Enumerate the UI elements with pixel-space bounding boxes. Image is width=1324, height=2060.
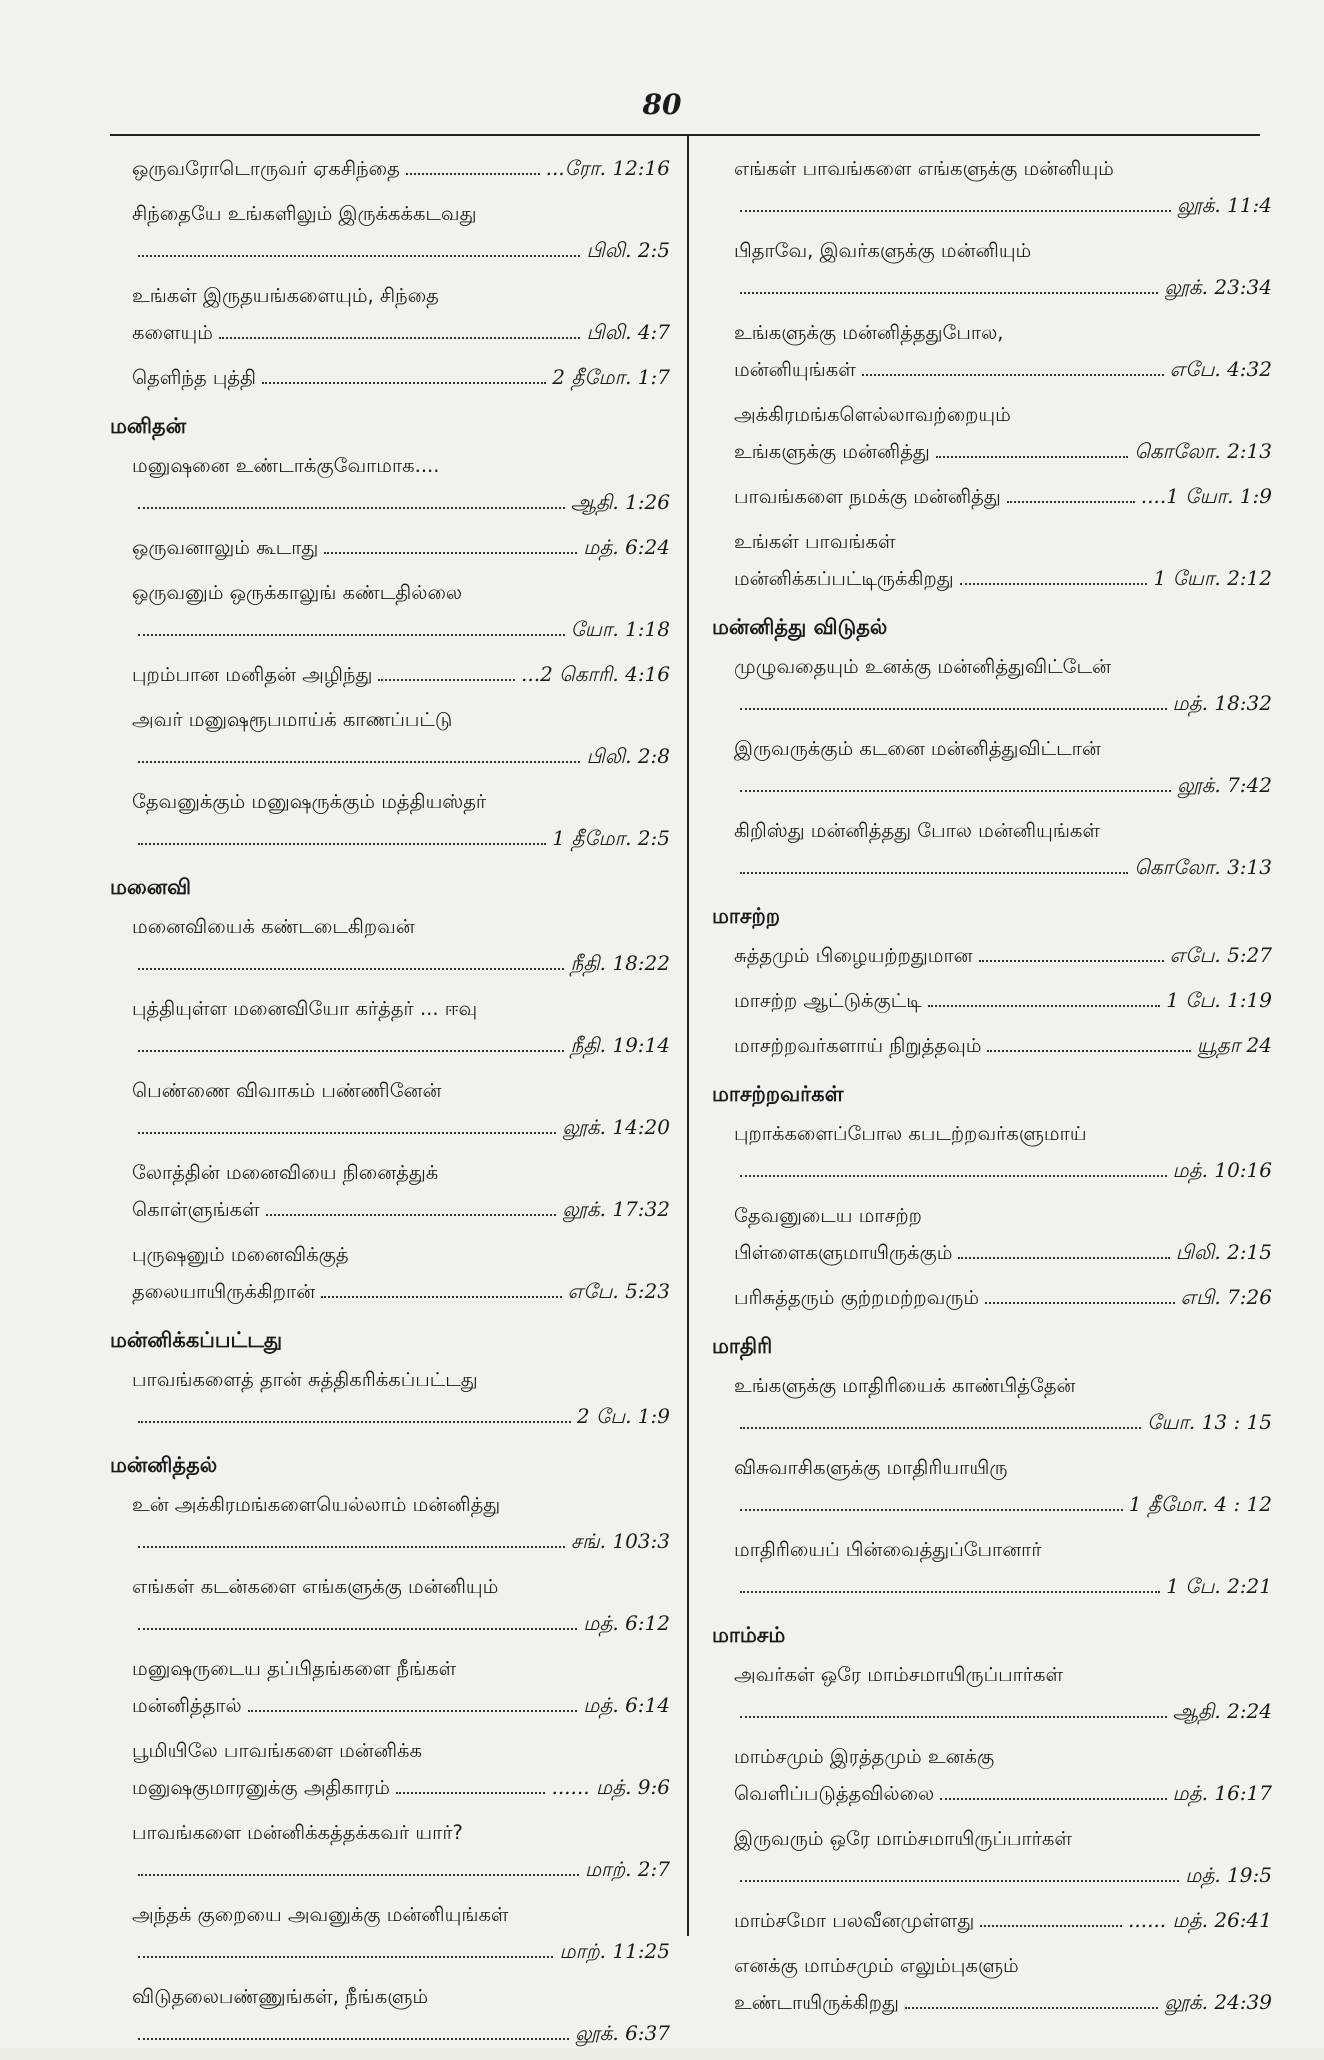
- verse-text: உங்களுக்கு மன்னித்ததுபோல,: [734, 321, 1004, 344]
- reference-line: [734, 767, 1272, 804]
- verse-entry: [110, 1732, 670, 1806]
- verse-text-continued: மன்னிக்கப்பட்டிருக்கிறது: [734, 567, 954, 590]
- reference-line: [132, 359, 670, 396]
- dot-leader: [138, 1874, 579, 1876]
- reference-line: [734, 685, 1272, 722]
- verse-text: பாவங்களை மன்னிக்கத்தக்கவர் யார்?: [132, 1821, 463, 1844]
- verse-entry: [712, 1656, 1272, 1730]
- section-heading: மன்னித்து விடுதல்: [712, 615, 888, 639]
- right-column: [712, 150, 1272, 2029]
- dot-leader: [987, 1050, 1190, 1052]
- reference-line: [734, 982, 1272, 1019]
- verse-reference: மத். 10:16: [1172, 1158, 1272, 1182]
- reference-line: [132, 314, 670, 351]
- verse-text: ஒருவனும் ஒருக்காலுங் கண்டதில்லை: [132, 581, 463, 604]
- verse-reference: மாற். 2:7: [584, 1857, 670, 1881]
- dot-leader: [740, 872, 1128, 874]
- verse-reference: 1 பே. 1:19: [1166, 988, 1272, 1012]
- reference-line: [132, 945, 670, 982]
- verse-reference: மத். 6:12: [583, 1611, 670, 1635]
- verse-text: ஒருவனாலும் கூடாது: [132, 536, 319, 559]
- verse-reference: கொலோ. 2:13: [1134, 439, 1272, 463]
- dot-leader: [740, 210, 1171, 212]
- dot-leader: [740, 1716, 1167, 1718]
- verse-text: லோத்தின் மனைவியை நினைத்துக்: [132, 1161, 439, 1184]
- verse-entry: [712, 812, 1272, 886]
- dot-leader: [138, 968, 564, 970]
- verse-text: அக்கிரமங்களெல்லாவற்றையும்: [734, 403, 1011, 426]
- dot-leader: [321, 1296, 562, 1298]
- dot-leader: [905, 2007, 1158, 2009]
- verse-entry: [110, 1568, 670, 1642]
- verse-reference: லூக். 7:42: [1177, 773, 1272, 797]
- dot-leader: [262, 382, 546, 384]
- verse-reference: கொலோ. 3:13: [1134, 855, 1272, 879]
- verse-reference: ஆதி. 2:24: [1172, 1699, 1272, 1723]
- verse-text: அவர் மனுஷரூபமாய்க் காணப்பட்டு: [132, 708, 453, 731]
- section-heading: மன்னிக்கப்பட்டது: [110, 1328, 283, 1352]
- verse-entry: [110, 150, 670, 187]
- dot-leader: [138, 1050, 564, 1052]
- verse-text: மாம்சமும் இரத்தமும் உனக்கு: [734, 1745, 995, 1768]
- reference-line: [132, 1027, 670, 1064]
- reference-line: [132, 2015, 670, 2052]
- dot-leader: [979, 960, 1164, 962]
- dot-leader: [958, 1257, 1169, 1259]
- verse-text: பிதாவே, இவர்களுக்கு மன்னியும்: [734, 239, 1032, 262]
- verse-entry: [712, 232, 1272, 306]
- verse-text: பெண்ணை விவாகம் பண்ணினேன்: [132, 1079, 442, 1102]
- verse-text: ஒருவரோடொருவர் ஏகசிந்தை: [132, 157, 400, 180]
- verse-text: மாதிரியைப் பின்வைத்துப்போனார்: [734, 1538, 1042, 1561]
- dot-leader: [940, 1798, 1166, 1800]
- reference-line: [132, 1523, 670, 1560]
- reference-line: [734, 478, 1272, 515]
- verse-entry: [712, 1197, 1272, 1271]
- verse-reference: ஆதி. 1:26: [570, 490, 670, 514]
- reference-line: [734, 1486, 1272, 1523]
- reference-line: [734, 1984, 1272, 2021]
- verse-text-continued: வெளிப்படுத்தவில்லை: [734, 1782, 935, 1805]
- verse-text: சுத்தமும் பிழையற்றதுமான: [734, 944, 973, 967]
- section-heading: மன்னித்தல்: [110, 1453, 218, 1477]
- verse-reference: மத். 6:24: [583, 535, 670, 559]
- verse-reference: மத். 16:17: [1172, 1781, 1272, 1805]
- verse-text: மாசற்றவர்களாய் நிறுத்தவும்: [734, 1034, 982, 1057]
- verse-text-continued: தலையாயிருக்கிறான்: [132, 1280, 316, 1303]
- verse-reference: பிலி. 2:15: [1175, 1240, 1272, 1264]
- verse-reference: யூதா 24: [1196, 1033, 1272, 1057]
- verse-text: உங்கள் இருதயங்களையும், சிந்தை: [132, 284, 439, 307]
- dot-leader: [219, 337, 581, 339]
- verse-text: இருவருக்கும் கடனை மன்னித்துவிட்டான்: [734, 737, 1101, 760]
- dot-leader: [396, 1792, 546, 1794]
- verse-text: பூமியிலே பாவங்களை மன்னிக்க: [132, 1739, 422, 1762]
- verse-reference: லூக். 17:32: [562, 1197, 670, 1221]
- dot-leader: [138, 761, 580, 763]
- verse-reference: எபே. 5:27: [1169, 943, 1272, 967]
- verse-text: உங்களுக்கு மாதிரியைக் காண்பித்தேன்: [734, 1374, 1076, 1397]
- verse-entry: [110, 529, 670, 566]
- verse-reference: மத். 18:32: [1172, 691, 1272, 715]
- dot-leader: [740, 1591, 1160, 1593]
- reference-line: [734, 1775, 1272, 1812]
- dot-leader: [740, 1880, 1179, 1882]
- verse-reference: ...... மத். 26:41: [1128, 1908, 1272, 1932]
- left-column: [110, 150, 670, 2060]
- verse-reference: லூக். 6:37: [575, 2021, 670, 2045]
- dot-leader: [378, 679, 515, 681]
- verse-entry: [712, 1027, 1272, 1064]
- verse-text: புறம்பான மனிதன் அழிந்து: [132, 663, 373, 686]
- reference-line: [132, 1769, 670, 1806]
- reference-line: [132, 1851, 670, 1888]
- reference-line: [734, 1568, 1272, 1605]
- verse-entry: [110, 1978, 670, 2052]
- verse-reference: லூக். 24:39: [1164, 1990, 1272, 2014]
- dot-leader: [138, 255, 580, 257]
- verse-text: தேவனுக்கும் மனுஷருக்கும் மத்தியஸ்தர்: [132, 790, 487, 813]
- verse-entry: [712, 523, 1272, 597]
- verse-reference: லூக். 23:34: [1164, 275, 1272, 299]
- reference-line: [734, 1027, 1272, 1064]
- verse-entry: [110, 1361, 670, 1435]
- reference-line: [734, 433, 1272, 470]
- verse-text: கிறிஸ்து மன்னித்தது போல மன்னியுங்கள்: [734, 819, 1100, 842]
- verse-text: மனுஷருடைய தப்பிதங்களை நீங்கள்: [132, 1657, 457, 1680]
- dot-leader: [138, 843, 546, 845]
- verse-text: தேவனுடைய மாசற்ற: [734, 1204, 922, 1227]
- verse-reference: 1 தீமோ. 2:5: [552, 826, 670, 850]
- reference-line: [132, 820, 670, 857]
- verse-entry: [110, 656, 670, 693]
- verse-reference: நீதி. 19:14: [570, 1033, 670, 1057]
- reference-line: [734, 937, 1272, 974]
- verse-reference: நீதி. 18:22: [570, 951, 670, 975]
- reference-line: [132, 611, 670, 648]
- verse-text-continued: உங்களுக்கு மன்னித்து: [734, 440, 930, 463]
- dot-leader: [980, 1925, 1122, 1927]
- dot-leader: [740, 1509, 1123, 1511]
- verse-reference: 1 யோ. 2:12: [1153, 566, 1272, 590]
- verse-text: மனுஷனை உண்டாக்குவோமாக....: [132, 454, 440, 477]
- dot-leader: [138, 507, 565, 509]
- verse-text-continued: உண்டாயிருக்கிறது: [734, 1991, 899, 2014]
- verse-text: மாசற்ற ஆட்டுக்குட்டி: [734, 989, 922, 1012]
- reference-line: [132, 1191, 670, 1228]
- verse-reference: ...... மத். 9:6: [551, 1775, 670, 1799]
- section-heading: மனிதன்: [110, 414, 187, 438]
- verse-text: மாம்சமோ பலவீனமுள்ளது: [734, 1909, 975, 1932]
- reference-line: [734, 1234, 1272, 1271]
- verse-text: புறாக்களைப்போல கபடற்றவர்களுமாய்: [734, 1122, 1087, 1145]
- verse-entry: [712, 937, 1272, 974]
- verse-entry: [712, 1902, 1272, 1939]
- verse-reference: யோ. 1:18: [570, 617, 670, 641]
- verse-reference: யோ. 13 : 15: [1147, 1410, 1272, 1434]
- dot-leader: [740, 1175, 1167, 1177]
- verse-text: எங்கள் பாவங்களை எங்களுக்கு மன்னியும்: [734, 157, 1114, 180]
- verse-text: அவர்கள் ஒரே மாம்சமாயிருப்பார்கள்: [734, 1663, 1064, 1686]
- reference-line: [734, 269, 1272, 306]
- dot-leader: [740, 708, 1167, 710]
- header-rule: [110, 134, 1260, 136]
- reference-line: [132, 150, 670, 187]
- reference-line: [734, 1902, 1272, 1939]
- dot-leader: [740, 790, 1171, 792]
- reference-line: [734, 1857, 1272, 1894]
- verse-text: புத்தியுள்ள மனைவியோ கர்த்தர் ... ஈவு: [132, 997, 478, 1020]
- verse-entry: [712, 1947, 1272, 2021]
- verse-text: பாவங்களைத் தான் சுத்திகரிக்கப்பட்டது: [132, 1368, 478, 1391]
- dot-leader: [324, 552, 577, 554]
- verse-entry: [712, 1738, 1272, 1812]
- dot-leader: [138, 2038, 569, 2040]
- verse-reference: 2 தீமோ. 1:7: [552, 365, 670, 389]
- verse-text-continued: கொள்ளுங்கள்: [132, 1198, 260, 1221]
- verse-entry: [712, 730, 1272, 804]
- verse-entry: [712, 150, 1272, 224]
- verse-reference: மத். 6:14: [583, 1693, 670, 1717]
- verse-reference: ...2 கொரி. 4:16: [521, 662, 670, 686]
- dot-leader: [138, 634, 565, 636]
- dot-leader: [406, 173, 540, 175]
- verse-text: சிந்தையே உங்களிலும் இருக்கக்கடவது: [132, 202, 477, 225]
- reference-line: [734, 187, 1272, 224]
- verse-reference: லூக். 14:20: [562, 1115, 670, 1139]
- dot-leader: [138, 1546, 565, 1548]
- verse-reference: 2 பே. 1:9: [576, 1404, 670, 1428]
- reference-line: [132, 738, 670, 775]
- verse-entry: [110, 195, 670, 269]
- verse-text: பரிசுத்தரும் குற்றமற்றவரும்: [734, 1286, 980, 1309]
- verse-entry: [712, 1820, 1272, 1894]
- reference-line: [132, 1933, 670, 1970]
- verse-entry: [110, 1896, 670, 1970]
- verse-entry: [110, 908, 670, 982]
- dot-leader: [960, 583, 1148, 585]
- verse-text: புருஷனும் மனைவிக்குத்: [132, 1243, 349, 1266]
- verse-entry: [110, 277, 670, 351]
- verse-reference: மத். 19:5: [1185, 1863, 1272, 1887]
- verse-entry: [712, 982, 1272, 1019]
- verse-reference: எபே. 5:23: [567, 1279, 670, 1303]
- verse-reference: பிலி. 2:5: [586, 238, 670, 262]
- verse-entry: [110, 701, 670, 775]
- verse-entry: [110, 1650, 670, 1724]
- section-heading: மாசற்றவர்கள்: [712, 1082, 844, 1106]
- dot-leader: [138, 1628, 577, 1630]
- verse-entry: [110, 1236, 670, 1310]
- verse-entry: [110, 1072, 670, 1146]
- verse-text: விடுதலைபண்ணுங்கள், நீங்களும்: [132, 1985, 429, 2008]
- reference-line: [132, 529, 670, 566]
- verse-entry: [712, 478, 1272, 515]
- section-heading: மாம்சம்: [712, 1623, 786, 1647]
- verse-entry: [712, 1115, 1272, 1189]
- dot-leader: [740, 292, 1158, 294]
- verse-text-continued: மன்னியுங்கள்: [734, 358, 856, 381]
- verse-reference: எபி. 7:26: [1180, 1285, 1272, 1309]
- reference-line: [132, 1605, 670, 1642]
- reference-line: [132, 656, 670, 693]
- dot-leader: [1007, 501, 1135, 503]
- verse-entry: [712, 1449, 1272, 1523]
- reference-line: [734, 1404, 1272, 1441]
- verse-entry: [110, 1486, 670, 1560]
- section-heading: மனைவி: [110, 875, 192, 899]
- dot-leader: [266, 1214, 557, 1216]
- verse-entry: [712, 396, 1272, 470]
- verse-reference: ...ரோ. 12:16: [545, 156, 670, 180]
- verse-reference: லூக். 11:4: [1177, 193, 1272, 217]
- verse-text: அந்தக் குறையை அவனுக்கு மன்னியுங்கள்: [132, 1903, 509, 1926]
- verse-text-continued: பிள்ளைகளுமாயிருக்கும்: [734, 1241, 953, 1264]
- dot-leader: [138, 1421, 571, 1423]
- dot-leader: [248, 1710, 578, 1712]
- dot-leader: [862, 374, 1164, 376]
- page-number: 80: [642, 88, 682, 121]
- verse-text: விசுவாசிகளுக்கு மாதிரியாயிரு: [734, 1456, 1008, 1479]
- verse-entry: [712, 1367, 1272, 1441]
- verse-reference: மாற். 11:25: [559, 1939, 670, 1963]
- verse-entry: [110, 1154, 670, 1228]
- verse-text: இருவரும் ஒரே மாம்சமாயிருப்பார்கள்: [734, 1827, 1072, 1850]
- reference-line: [734, 849, 1272, 886]
- verse-reference: சங். 103:3: [571, 1529, 670, 1553]
- verse-text: எங்கள் கடன்களை எங்களுக்கு மன்னியும்: [132, 1575, 499, 1598]
- verse-entry: [110, 359, 670, 396]
- verse-entry: [712, 1531, 1272, 1605]
- dot-leader: [928, 1005, 1160, 1007]
- dot-leader: [138, 1132, 556, 1134]
- verse-text: முழுவதையும் உனக்கு மன்னித்துவிட்டேன்: [734, 655, 1111, 678]
- verse-entry: [110, 990, 670, 1064]
- verse-entry: [712, 1279, 1272, 1316]
- reference-line: [132, 484, 670, 521]
- verse-entry: [110, 574, 670, 648]
- verse-text-continued: மனுஷகுமாரனுக்கு அதிகாரம்: [132, 1776, 390, 1799]
- section-heading: மாசற்ற: [712, 904, 781, 928]
- verse-reference: பிலி. 2:8: [586, 744, 670, 768]
- verse-entry: [712, 648, 1272, 722]
- verse-reference: ....1 யோ. 1:9: [1140, 484, 1272, 508]
- dot-leader: [740, 1427, 1141, 1429]
- verse-text: பாவங்களை நமக்கு மன்னித்து: [734, 485, 1001, 508]
- verse-reference: 1 பே. 2:21: [1166, 1574, 1272, 1598]
- reference-line: [132, 1109, 670, 1146]
- reference-line: [132, 1687, 670, 1724]
- verse-entry: [110, 783, 670, 857]
- dot-leader: [985, 1302, 1174, 1304]
- verse-entry: [110, 447, 670, 521]
- verse-text: எனக்கு மாம்சமும் எலும்புகளும்: [734, 1954, 1019, 1977]
- reference-line: [132, 232, 670, 269]
- verse-text-continued: மன்னித்தால்: [132, 1694, 242, 1717]
- reference-line: [734, 560, 1272, 597]
- verse-text: மனைவியைக் கண்டடைகிறவன்: [132, 915, 415, 938]
- verse-entry: [110, 1814, 670, 1888]
- reference-line: [132, 1273, 670, 1310]
- verse-text: உங்கள் பாவங்கள்: [734, 530, 896, 553]
- dot-leader: [936, 456, 1128, 458]
- verse-reference: எபே. 4:32: [1169, 357, 1272, 381]
- reference-line: [734, 1152, 1272, 1189]
- verse-text: உன் அக்கிரமங்களையெல்லாம் மன்னித்து: [132, 1493, 501, 1516]
- reference-line: [734, 1693, 1272, 1730]
- verse-reference: பிலி. 4:7: [586, 320, 670, 344]
- dot-leader: [138, 1956, 553, 1958]
- section-heading: மாதிரி: [712, 1334, 773, 1358]
- reference-line: [734, 1279, 1272, 1316]
- verse-text-continued: களையும்: [132, 321, 213, 344]
- reference-line: [734, 351, 1272, 388]
- reference-line: [132, 1398, 670, 1435]
- verse-reference: 1 தீமோ. 4 : 12: [1128, 1492, 1272, 1516]
- column-divider: [687, 136, 689, 1936]
- verse-entry: [712, 314, 1272, 388]
- verse-text: தெளிந்த புத்தி: [132, 366, 257, 389]
